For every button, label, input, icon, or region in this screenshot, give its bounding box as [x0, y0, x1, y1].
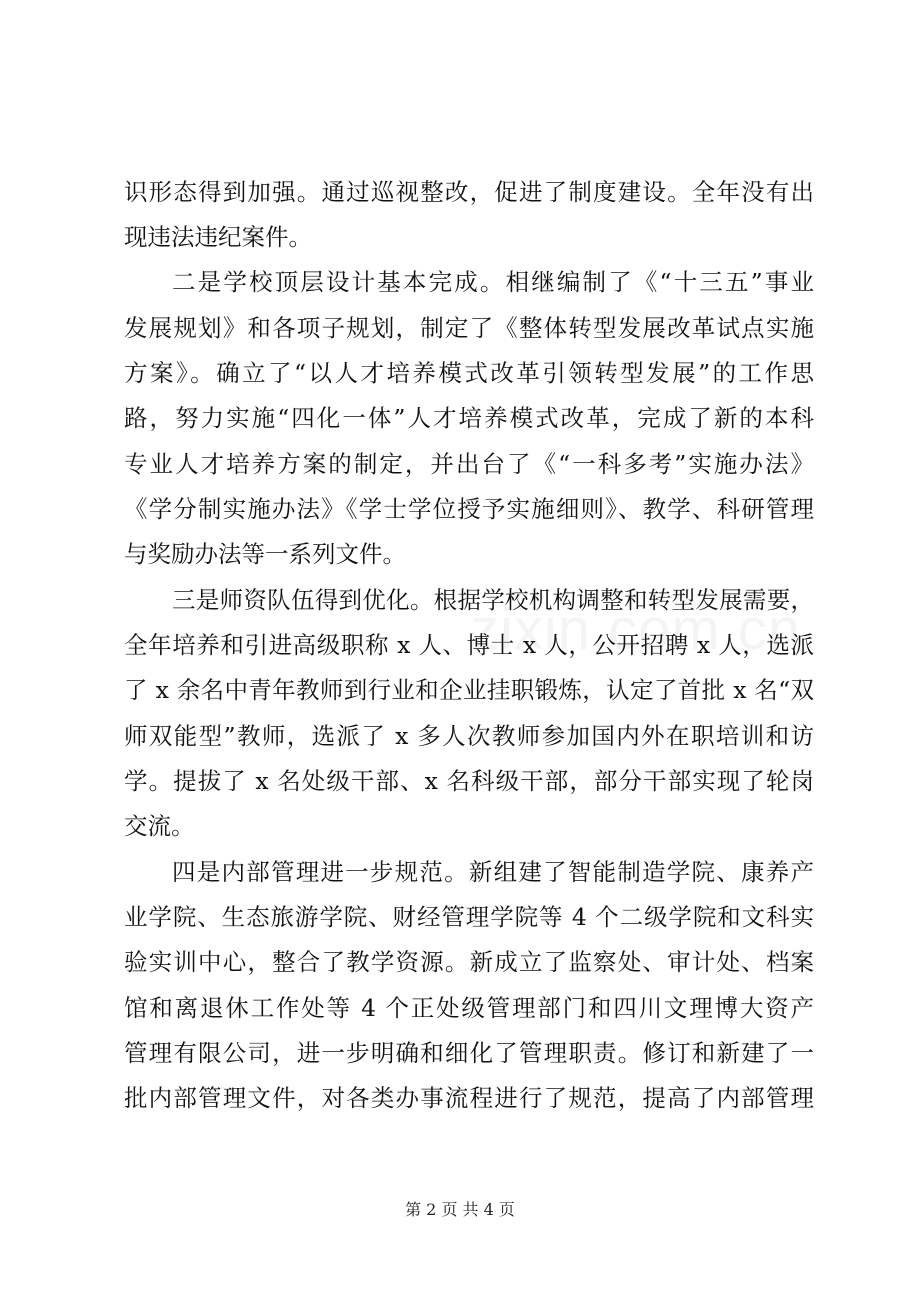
paragraph-3-line-2: 全年培养和引进高级职称 x 人、博士 x 人，公开招聘 x 人，选派: [124, 631, 814, 659]
page-number-footer: 第 2 页 共 4 页: [405, 1200, 515, 1219]
paragraph-2-line-1: 二是学校顶层设计基本完成。相继编制了《“十三五”事业: [172, 268, 814, 296]
paragraph-3-line-1: 三是师资队伍得到优化。根据学校机构调整和转型发展需要，: [172, 586, 814, 614]
paragraph-2-line-4: 路，努力实施“四化一体”人才培养模式改革，完成了新的本科: [124, 404, 814, 432]
paragraph-2-line-7: 与奖励办法等一系列文件。: [124, 540, 406, 568]
paragraph-3-line-6: 交流。: [124, 812, 195, 840]
paragraph-2-line-3: 方案》。确立了“以人才培养模式改革引领转型发展”的工作思: [124, 359, 814, 387]
paragraph-3-line-4: 师双能型”教师，选派了 x 多人次教师参加国内外在职培训和访: [124, 722, 814, 750]
paragraph-4-line-1: 四是内部管理进一步规范。新组建了智能制造学院、康养产: [172, 858, 814, 886]
paragraph-3-line-5: 学。提拔了 x 名处级干部、x 名科级干部，部分干部实现了轮岗: [124, 767, 814, 795]
paragraph-1-line-1: 识形态得到加强。通过巡视整改，促进了制度建设。全年没有出: [124, 178, 814, 206]
paragraph-4-line-3: 验实训中心，整合了教学资源。新成立了监察处、审计处、档案: [124, 948, 814, 976]
paragraph-2-line-5: 专业人才培养方案的制定，并出台了《“一科多考”实施办法》: [124, 450, 814, 478]
paragraph-4-line-2: 业学院、生态旅游学院、财经管理学院等 4 个二级学院和文科实: [124, 903, 814, 931]
paragraph-4-line-5: 管理有限公司，进一步明确和细化了管理职责。修订和新建了一: [124, 1039, 814, 1067]
paragraph-1-line-2: 现违法违纪案件。: [124, 223, 312, 251]
paragraph-4-line-4: 馆和离退休工作处等 4 个正处级管理部门和四川文理博大资产: [124, 994, 814, 1022]
paragraph-4-line-6: 批内部管理文件，对各类办事流程进行了规范，提高了内部管理: [124, 1084, 814, 1112]
paragraph-2-line-6: 《学分制实施办法》《学士学位授予实施细则》、教学、科研管理: [124, 495, 814, 523]
paragraph-3-line-3: 了 x 余名中青年教师到行业和企业挂职锻炼，认定了首批 x 名“双: [124, 676, 814, 704]
paragraph-2-line-2: 发展规划》和各项子规划，制定了《整体转型发展改革试点实施: [124, 314, 814, 342]
